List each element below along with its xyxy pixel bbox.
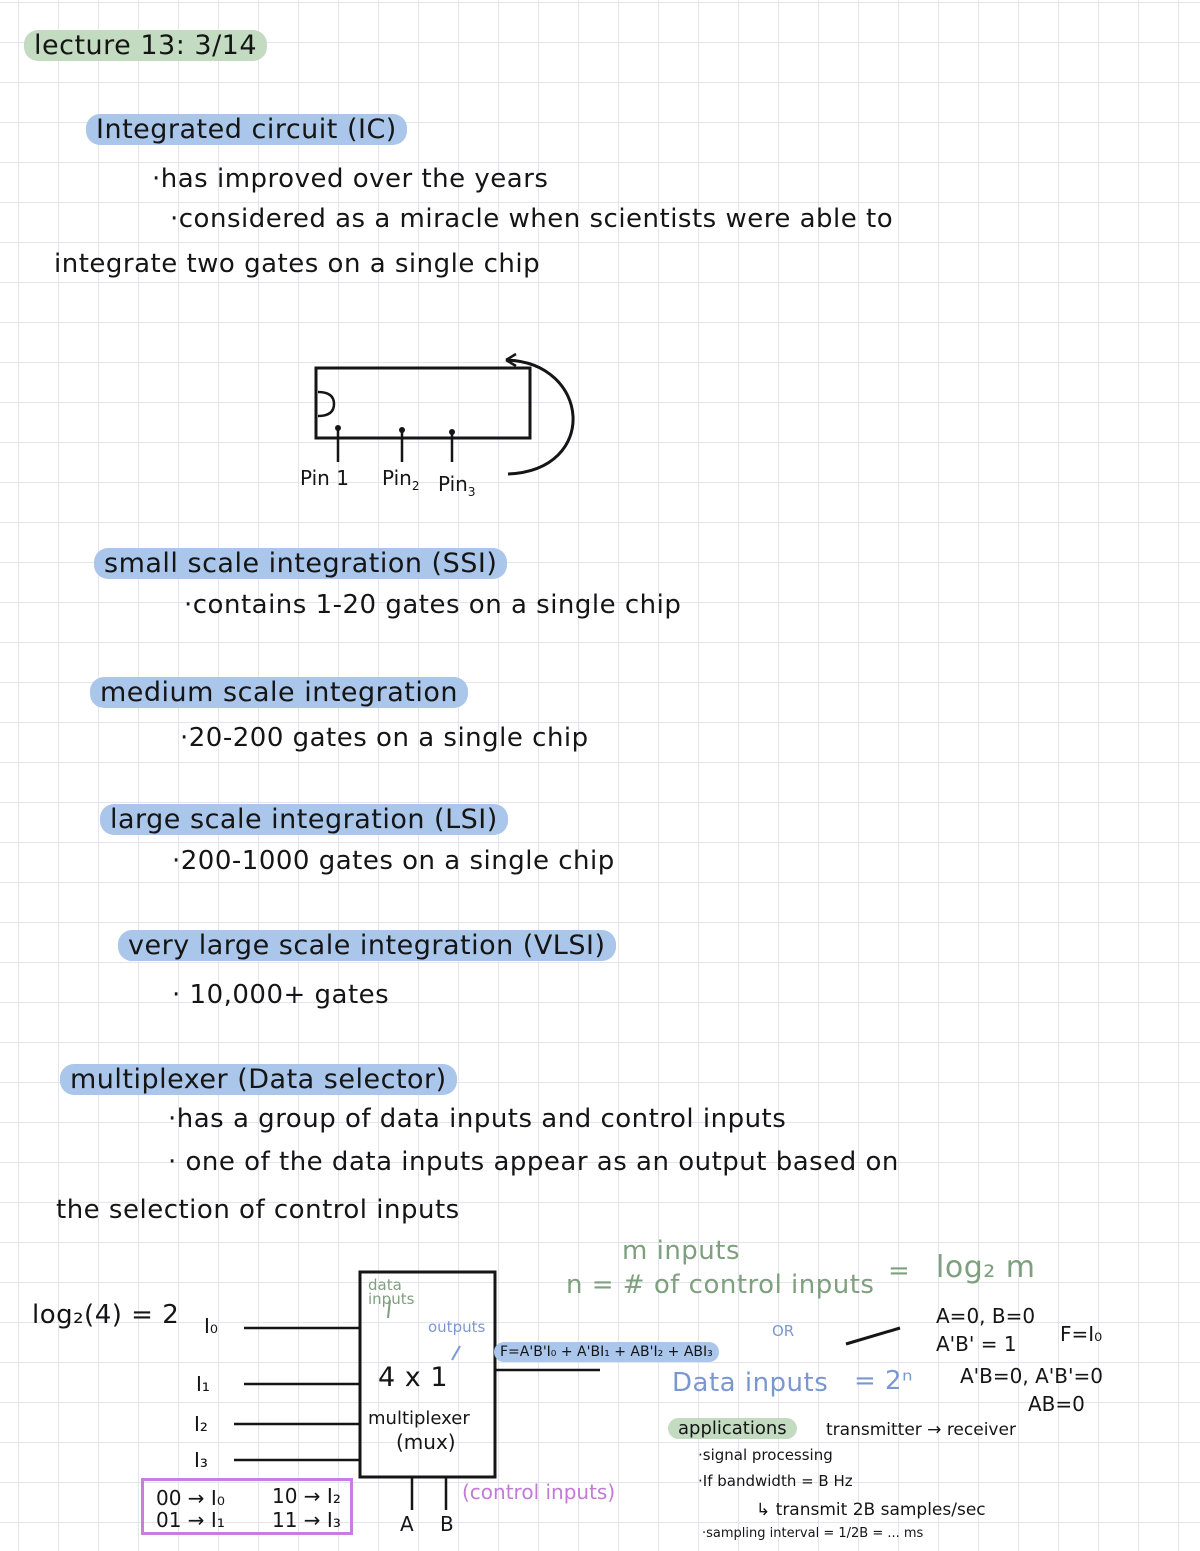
lsi-bullet: ·200-1000 gates on a single chip [172,846,615,876]
app-item-1: ·signal processing [698,1446,833,1464]
ssi-heading: small scale integration (SSI) [94,548,507,579]
f-equals-i0: F=I₀ [1060,1322,1103,1346]
outputs-label: outputs [428,1318,486,1336]
control-b-label: B [440,1512,454,1536]
log-note: log₂(4) = 2 [32,1300,180,1330]
ic-bullet-2b: integrate two gates on a single chip [54,249,541,279]
page-title: lecture 13: 3/14 [24,30,267,61]
control-a-label: A [400,1512,414,1536]
or-label: OR [772,1322,795,1340]
mux-bullet-2b: the selection of control inputs [56,1195,460,1225]
m-inputs: m inputs [622,1236,741,1266]
applications-note: transmitter → receiver [826,1420,1016,1440]
mux-heading: multiplexer (Data selector) [60,1064,457,1095]
or-arrow [846,1328,900,1344]
control-inputs-label: (control inputs) [462,1480,616,1504]
data-inputs-label: data inputs [368,1276,415,1308]
input-i0: I₀ [204,1314,218,1338]
case-4: AB=0 [1028,1392,1085,1416]
msi-heading: medium scale integration [90,677,468,708]
pin-1-label: Pin 1 [300,466,349,490]
app-item-4: ·sampling interval = 1/2B = ... ms [702,1526,924,1541]
control-map-10: 10 → I₂ [272,1484,341,1508]
pin-2-label: Pin$_2$ [382,466,420,493]
app-item-2: ·If bandwidth = B Hz [698,1472,853,1490]
outputs-pointer [452,1346,460,1360]
lsi-heading: large scale integration (LSI) [100,804,508,835]
log-m: log₂ m [936,1250,1036,1285]
mux-box-sub2: (mux) [396,1430,456,1454]
control-map-01: 01 → I₁ [156,1508,225,1532]
f-expression: F=A'B'I₀ + A'BI₁ + AB'I₂ + ABI₃ [494,1342,719,1362]
mux-box-title: 4 x 1 [378,1362,448,1393]
ic-bullet-2a: ·considered as a miracle when scientists were able to [170,204,894,234]
control-map-11: 11 → I₃ [272,1508,341,1532]
mux-bullet-1: ·has a group of data inputs and control inputs [168,1104,787,1134]
n-equation: n = # of control inputs [566,1270,875,1300]
ssi-bullet: ·contains 1-20 gates on a single chip [184,590,682,620]
case-2: A'B' = 1 [936,1332,1017,1356]
case-3: A'B=0, A'B'=0 [960,1364,1103,1388]
case-1: A=0, B=0 [936,1304,1036,1328]
n-eq-sign: = [888,1256,911,1286]
mux-box-sub1: multiplexer [368,1408,470,1429]
ic-heading: Integrated circuit (IC) [86,114,407,145]
pin-3-label: Pin$_3$ [438,472,476,499]
applications-heading: applications [668,1418,797,1439]
app-item-3: ↳ transmit 2B samples/sec [756,1500,986,1520]
msi-bullet: ·20-200 gates on a single chip [180,723,589,753]
ic-bullet-1: ·has improved over the years [152,164,549,194]
vlsi-bullet: · 10,000+ gates [172,980,390,1010]
vlsi-heading: very large scale integration (VLSI) [118,930,616,961]
control-map-00: 00 → I₀ [156,1486,225,1510]
input-i2: I₂ [194,1412,208,1436]
mux-bullet-2a: · one of the data inputs appear as an output based on [168,1147,899,1177]
data-inputs-formula: Data inputs [672,1368,829,1398]
two-n: = 2ⁿ [854,1366,913,1396]
input-i3: I₃ [194,1448,208,1472]
input-i1: I₁ [196,1372,210,1396]
